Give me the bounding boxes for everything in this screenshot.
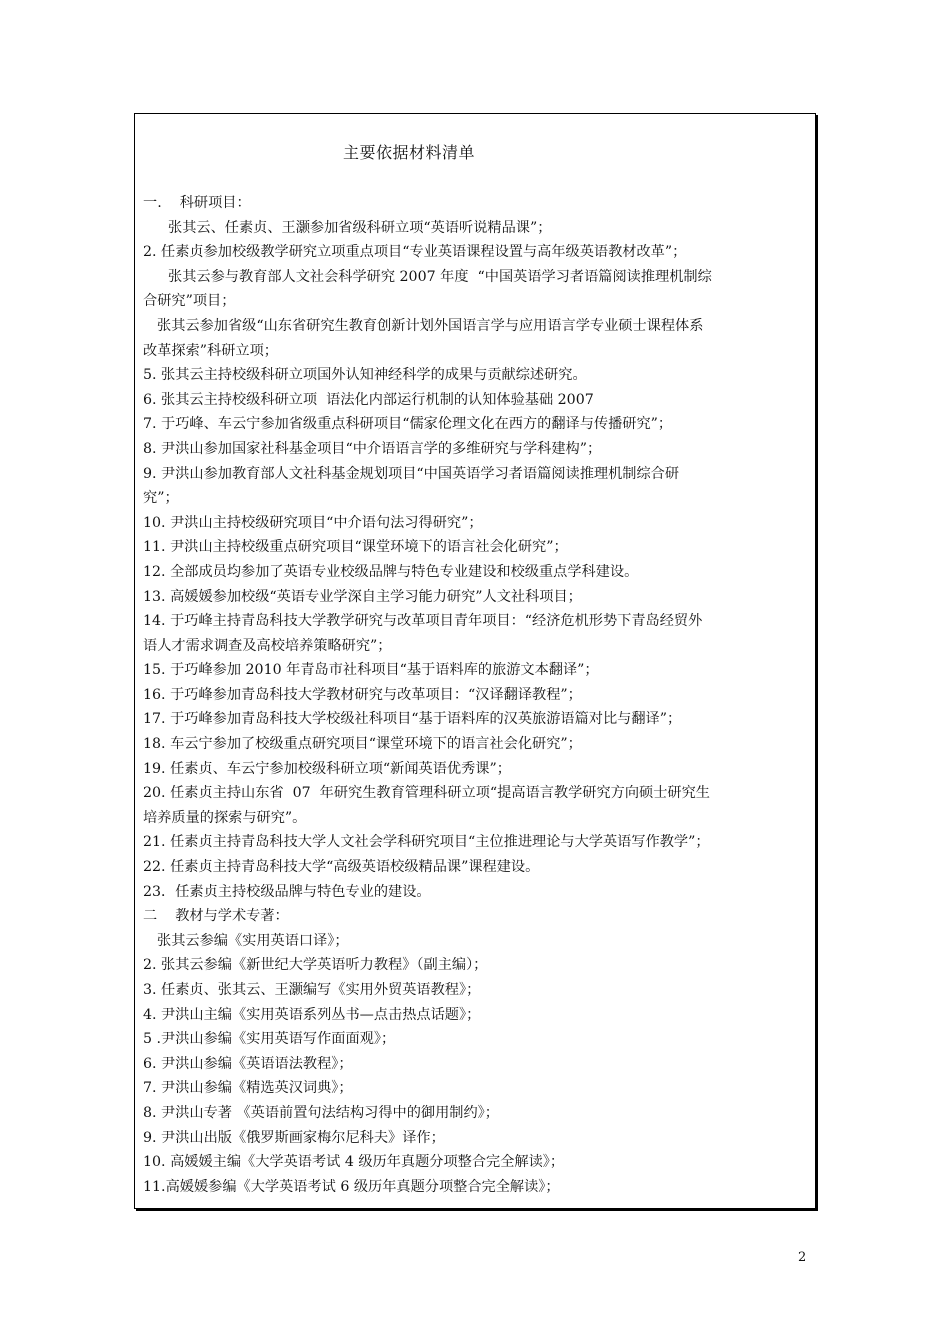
list-line: 9. 尹洪山出版《俄罗斯画家梅尔尼科夫》译作； — [143, 1129, 445, 1146]
list-line: 2. 任素贞参加校级教学研究立项重点项目“专业英语课程设置与高年级英语教材改革”； — [143, 244, 687, 261]
page-title: 主要依据材料清单 — [342, 143, 475, 162]
list-line: 10. 尹洪山主持校级研究项目“中介语句法习得研究”； — [143, 514, 483, 531]
list-line: 12. 全部成员均参加了英语专业校级品牌与特色专业建设和校级重点学科建设。 — [143, 563, 639, 580]
list-line: 究”； — [143, 490, 179, 507]
list-line: 16. 于巧峰参加青岛科技大学教材研究与改革项目：“汉译翻译教程”； — [143, 686, 582, 703]
list-line: 3. 任素贞、张其云、王灏编写《实用外贸英语教程》； — [143, 982, 481, 998]
list-line: 6. 尹洪山参编《英语语法教程》； — [143, 1055, 353, 1072]
list-line: 一. 科研项目： — [143, 195, 251, 211]
list-line: 语人才需求调查及高校培养策略研究”； — [143, 637, 392, 654]
list-line: 张其云、任素贞、王灏参加省级科研立项“英语听说精品课”； — [168, 219, 552, 236]
list-line: 培养质量的探索与研究”。 — [143, 809, 307, 826]
list-line: 张其云参加省级“山东省研究生教育创新计划外国语言学与应用语言学专业硕士课程体系 — [157, 317, 704, 334]
list-line: 二 教材与学术专著： — [143, 908, 289, 925]
list-line: 11.高媛媛参编《大学英语考试 6 级历年真题分项整合完全解读》； — [143, 1178, 560, 1195]
list-line: 8. 尹洪山参加国家社科基金项目“中介语语言学的多维研究与学科建构”； — [143, 440, 602, 457]
list-line: 5. 张其云主持校级科研立项国外认知神经科学的成果与贡献综述研究。 — [143, 367, 587, 384]
list-line: 9. 尹洪山参加教育部人文社科基金规划项目“中国英语学习者语篇阅读推理机制综合研 — [143, 465, 680, 482]
list-line: 10. 高媛媛主编《大学英语考试 4 级历年真题分项整合完全解读》； — [143, 1154, 565, 1171]
list-line: 21. 任素贞主持青岛科技大学人文社会学科研究项目“主位推进理论与大学英语写作教学”； — [143, 834, 710, 851]
list-line: 18. 车云宁参加了校级重点研究项目“课堂环境下的语言社会化研究”； — [143, 736, 582, 753]
list-line: 5 .尹洪山参编《实用英语写作面面观》； — [143, 1031, 396, 1048]
list-line: 6. 张其云主持校级科研立项 语法化内部运行机制的认知体验基础 2007 — [143, 391, 594, 408]
list-line: 14. 于巧峰主持青岛科技大学教学研究与改革项目青年项目：“经济危机形势下青岛经贸外 — [143, 613, 703, 630]
list-line: 11. 尹洪山主持校级重点研究项目“课堂环境下的语言社会化研究”； — [143, 539, 568, 556]
list-line: 张其云参编《实用英语口译》； — [157, 932, 349, 949]
list-line: 合研究”项目； — [143, 293, 236, 310]
list-line: 7. 尹洪山参编《精选英汉词典》； — [143, 1080, 353, 1097]
list-line: 19. 任素贞、车云宁参加校级科研立项“新闻英语优秀课”； — [143, 760, 511, 777]
list-line: 15. 于巧峰参加 2010 年青岛市社科项目“基于语料库的旅游文本翻译”； — [143, 662, 599, 679]
list-line: 23．任素贞主持校级品牌与特色专业的建设。 — [143, 883, 431, 900]
list-line: 20. 任素贞主持山东省 07 年研究生教育管理科研立项“提高语言教学研究方向硕士研究生 — [143, 785, 710, 802]
list-line: 17. 于巧峰参加青岛科技大学校级社科项目“基于语料库的汉英旅游语篇对比与翻译”； — [143, 711, 682, 728]
list-line: 13. 高媛媛参加校级“英语专业学深自主学习能力研究”人文社科项目； — [143, 588, 582, 605]
list-line: 4. 尹洪山主编《实用英语系列丛书—点击热点话题》； — [143, 1006, 481, 1023]
list-line: 22. 任素贞主持青岛科技大学“高级英语校级精品课”课程建设。 — [143, 859, 540, 876]
list-line: 2. 张其云参编《新世纪大学英语听力教程》（副主编）； — [143, 957, 488, 974]
page-number: 2 — [798, 1250, 807, 1265]
material-list — [143, 191, 811, 1199]
list-line: 张其云参与教育部人文社会科学研究 2007 年度 “中国英语学习者语篇阅读推理机制综 — [168, 268, 712, 285]
list-line: 改革探索”科研立项； — [143, 342, 278, 359]
list-line: 7. 于巧峰、车云宁参加省级重点科研项目“儒家伦理文化在西方的翻译与传播研究”； — [143, 416, 673, 433]
list-line: 8. 尹洪山专著 《英语前置句法结构习得中的御用制约》； — [143, 1104, 499, 1121]
